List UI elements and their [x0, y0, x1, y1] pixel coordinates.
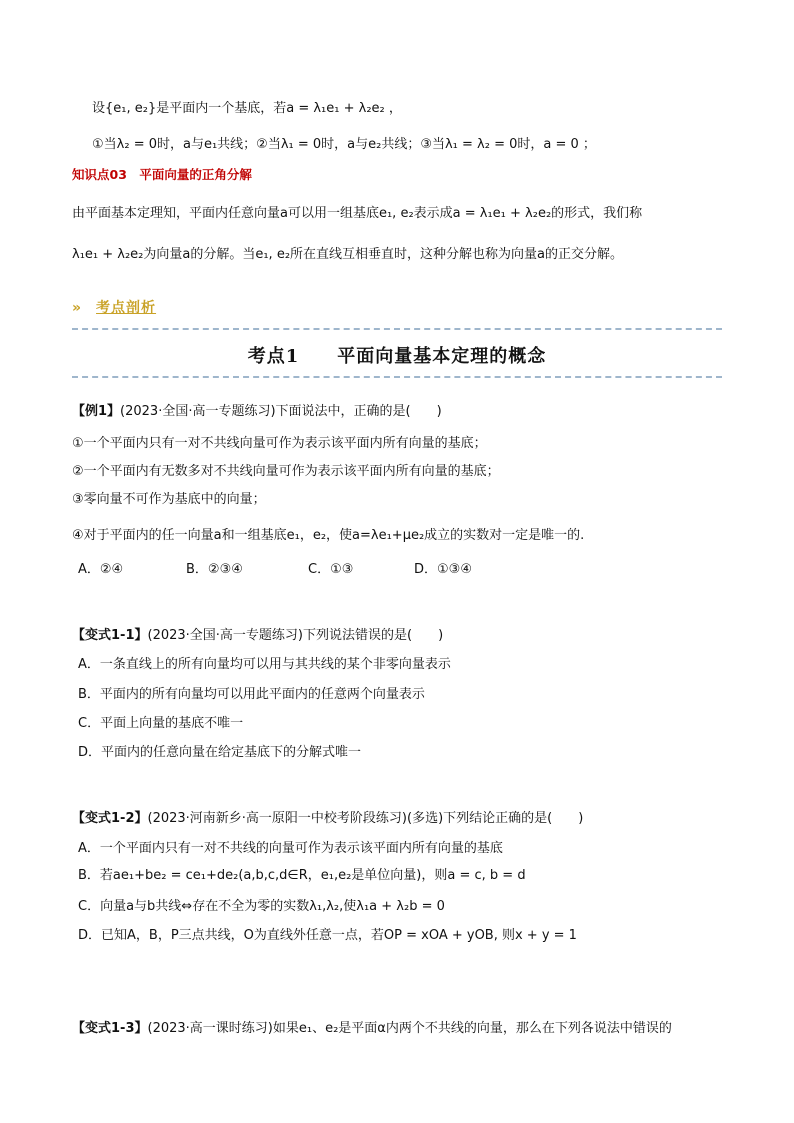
section-header [72, 297, 156, 317]
knowledge-heading: 知识点03 平面向量的正角分解 [72, 167, 252, 182]
variant-1-2-option-c: C．向量a与b共线⇔存在不全为零的实数λ₁,λ₂,使λ₁a + λ₂b = 0 [78, 899, 445, 914]
variant-1-1-tag: 【变式1-1】 [72, 628, 148, 643]
variant-1-2-option-a: A．一个平面内只有一对不共线的向量可作为表示该平面内所有向量的基底 [78, 841, 503, 856]
example-1-option-b: B．②③④ [186, 562, 243, 577]
divider-top [72, 328, 722, 330]
variant-1-1-source: (2023·全国·高一专题练习)下列说法错误的是( ) [147, 628, 444, 643]
variant-1-2-option-d: D．已知A，B，P三点共线，O为直线外任意一点，若OP = xOA + yOB, 则x + y = 1 [78, 928, 577, 943]
variant-1-1-option-d: D．平面内的任意向量在给定基底下的分解式唯一 [78, 745, 362, 760]
example-1-option-d: D．①③④ [414, 562, 472, 577]
knowledge-paragraph-1: 由平面基本定理知，平面内任意向量a可以用一组基底e₁, e₂表示成a = λ₁e₁ + λ₂e₂的形式，我们称 [72, 206, 643, 221]
variant-1-1-header [72, 627, 443, 645]
variant-1-1-option-a: A．一条直线上的所有向量均可以用与其共线的某个非零向量表示 [78, 657, 451, 672]
example-1-statement-1: ①一个平面内只有一对不共线向量可作为表示该平面内所有向量的基底； [72, 436, 487, 451]
variant-1-2-source: (2023·河南新乡·高一原阳一中校考阶段练习)(多选)下列结论正确的是( ) [147, 811, 584, 826]
double-chevron-icon: » [72, 300, 83, 316]
example-1-statement-4: ④对于平面内的任一向量a和一组基底e₁，e₂，使a=λe₁+μe₂成立的实数对一定是唯一的. [72, 528, 585, 543]
variant-1-3-header [72, 1020, 672, 1038]
section-label: 考点剖析 [96, 300, 157, 316]
variant-1-1-option-c: C．平面上向量的基底不唯一 [78, 716, 244, 731]
variant-1-2-option-b: B．若ae₁+be₂ = ce₁+de₂(a,b,c,d∈R，e₁,e₂是单位向量)，则a = c, b = d [78, 868, 526, 883]
variant-1-2-tag: 【变式1-2】 [72, 811, 148, 826]
example-1-header [72, 403, 442, 421]
intro-line-2: ①当λ₂ = 0时，a与e₁共线；②当λ₁ = 0时，a与e₂共线；③当λ₁ = λ₂ = 0时，a = 0 ； [92, 137, 596, 152]
intro-line-1: 设{e₁, e₂}是平面内一个基底，若a = λ₁e₁ + λ₂e₂ ， [92, 101, 402, 116]
topic-title: 考点1 平面向量基本定理的概念 [247, 346, 547, 367]
example-1-option-a: A．②④ [78, 562, 124, 577]
example-1-statement-3: ③零向量不可作为基底中的向量； [72, 492, 266, 507]
example-1-statement-2: ②一个平面内有无数多对不共线向量可作为表示该平面内所有向量的基底； [72, 464, 500, 479]
variant-1-2-header [72, 810, 583, 828]
divider-bottom [72, 376, 722, 378]
example-1-tag: 【例1】 [72, 404, 121, 419]
variant-1-3-source: (2023·高一课时练习)如果e₁、e₂是平面α内两个不共线的向量，那么在下列各说法中错误的 [147, 1021, 672, 1036]
example-1-source: (2023·全国·高一专题练习)下面说法中，正确的是( ) [120, 404, 442, 419]
variant-1-3-tag: 【变式1-3】 [72, 1021, 148, 1036]
example-1-option-c: C．①③ [308, 562, 354, 577]
variant-1-1-option-b: B．平面内的所有向量均可以用此平面内的任意两个向量表示 [78, 687, 425, 702]
knowledge-paragraph-2: λ₁e₁ + λ₂e₂为向量a的分解。当e₁, e₂所在直线互相垂直时，这种分解也称为向量a的正交分解。 [72, 247, 624, 262]
